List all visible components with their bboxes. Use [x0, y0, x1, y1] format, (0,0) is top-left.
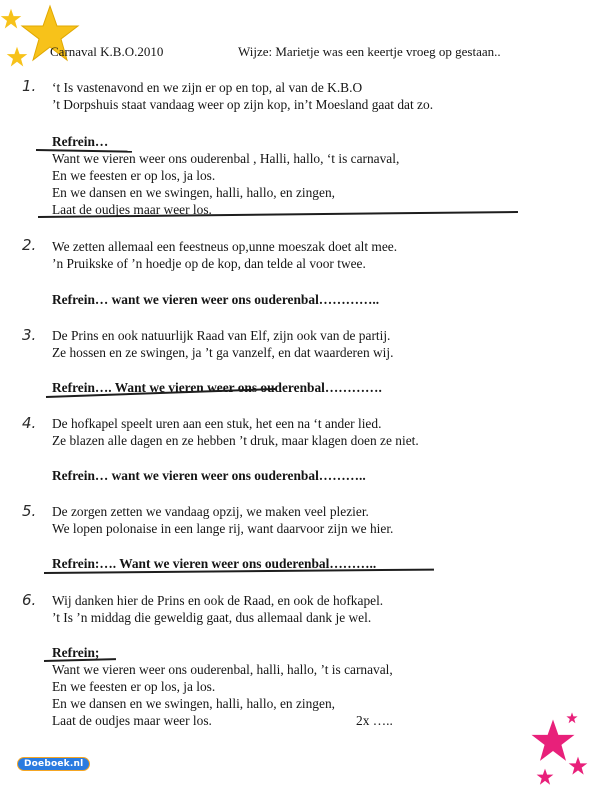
verse-line: De Prins en ook natuurlijk Raad van Elf, zijn ook van de partij. [52, 328, 391, 343]
verse-number: 2. [22, 236, 37, 254]
verse-line: De zorgen zetten we vandaag opzij, we maken veel plezier. [52, 504, 369, 519]
refrain-heading: Refrein; [52, 645, 100, 660]
refrain-line: En we feesten er op los, ja los. [52, 168, 216, 183]
refrain-heading: Refrein… [52, 134, 109, 149]
refrain-line: En we dansen en we swingen, halli, hallo, en zingen, [52, 185, 335, 200]
pink-star-small-icon [568, 756, 588, 776]
verse-line: ’t Is ’n middag die geweldig gaat, dus allemaal dank je wel. [52, 610, 372, 625]
verse-line: We lopen polonaise in een lange rij, want daarvoor zijn we hier. [52, 521, 394, 536]
refrain-short-line: Refrein… want we vieren weer ons ouderenbal………….. [52, 292, 380, 307]
refrain-short-line: Refrein:…. Want we vieren weer ons ouderenbal……….. [52, 556, 377, 571]
verse-line: ’n Pruikske of ’n hoedje op de kop, dan telde al voor twee. [52, 256, 366, 271]
refrain-line: Laat de oudjes maar weer los. [52, 713, 212, 728]
repeat-marker: 2x ….. [356, 713, 393, 728]
site-logo: Doeboek.nl [17, 757, 90, 771]
verse-line: We zetten allemaal een feestneus op,unne moeszak doet alt mee. [52, 239, 398, 254]
refrain-line: En we dansen en we swingen, halli, hallo, en zingen, [52, 696, 335, 711]
verse-number: 1. [22, 77, 37, 95]
song-title: Carnaval K.B.O.2010 [50, 44, 164, 59]
refrain-short-line: Refrein…. Want we vieren weer ons ouderenbal…………. [52, 380, 382, 395]
tune-line: Wijze: Marietje was een keertje vroeg op gestaan.. [238, 44, 501, 59]
verse-number: 5. [22, 502, 37, 520]
refrain-line: Want we vieren weer ons ouderenbal , Halli, hallo, ‘t is carnaval, [52, 151, 400, 166]
verse-line: De hofkapel speelt uren aan een stuk, het een na ‘t ander lied. [52, 416, 382, 431]
song-header [50, 44, 501, 60]
verse-line: Wij danken hier de Prins en ook de Raad, en ook de hofkapel. [52, 593, 384, 608]
gold-star-tiny-icon [6, 46, 28, 68]
verse-number: 6. [22, 591, 37, 609]
verse-number: 3. [22, 326, 37, 344]
verse-line: ’t Dorpshuis staat vandaag weer op zijn kop, in’t Moesland gaat dat zo. [52, 97, 434, 112]
verse-line: Ze hossen en ze swingen, ja ’t ga vanzelf, en dat waarderen wij. [52, 345, 394, 360]
refrain-short-line: Refrein… want we vieren weer ons ouderenbal……….. [52, 468, 366, 483]
refrain-line: En we feesten er op los, ja los. [52, 679, 216, 694]
refrain-line: Want we vieren weer ons ouderenbal, halli, hallo, ’t is carnaval, [52, 662, 393, 677]
verse-number: 4. [22, 414, 37, 432]
refrain-line: Laat de oudjes maar weer los. [52, 202, 212, 217]
pink-star-top-icon [566, 712, 578, 724]
gold-star-small-icon [0, 8, 22, 30]
pink-star-tiny-icon [536, 768, 554, 786]
verse-line: ‘t Is vastenavond en we zijn er op en top, al van de K.B.O [52, 80, 363, 95]
verse-line: Ze blazen alle dagen en ze hebben ’t druk, maar klagen doen ze niet. [52, 433, 419, 448]
